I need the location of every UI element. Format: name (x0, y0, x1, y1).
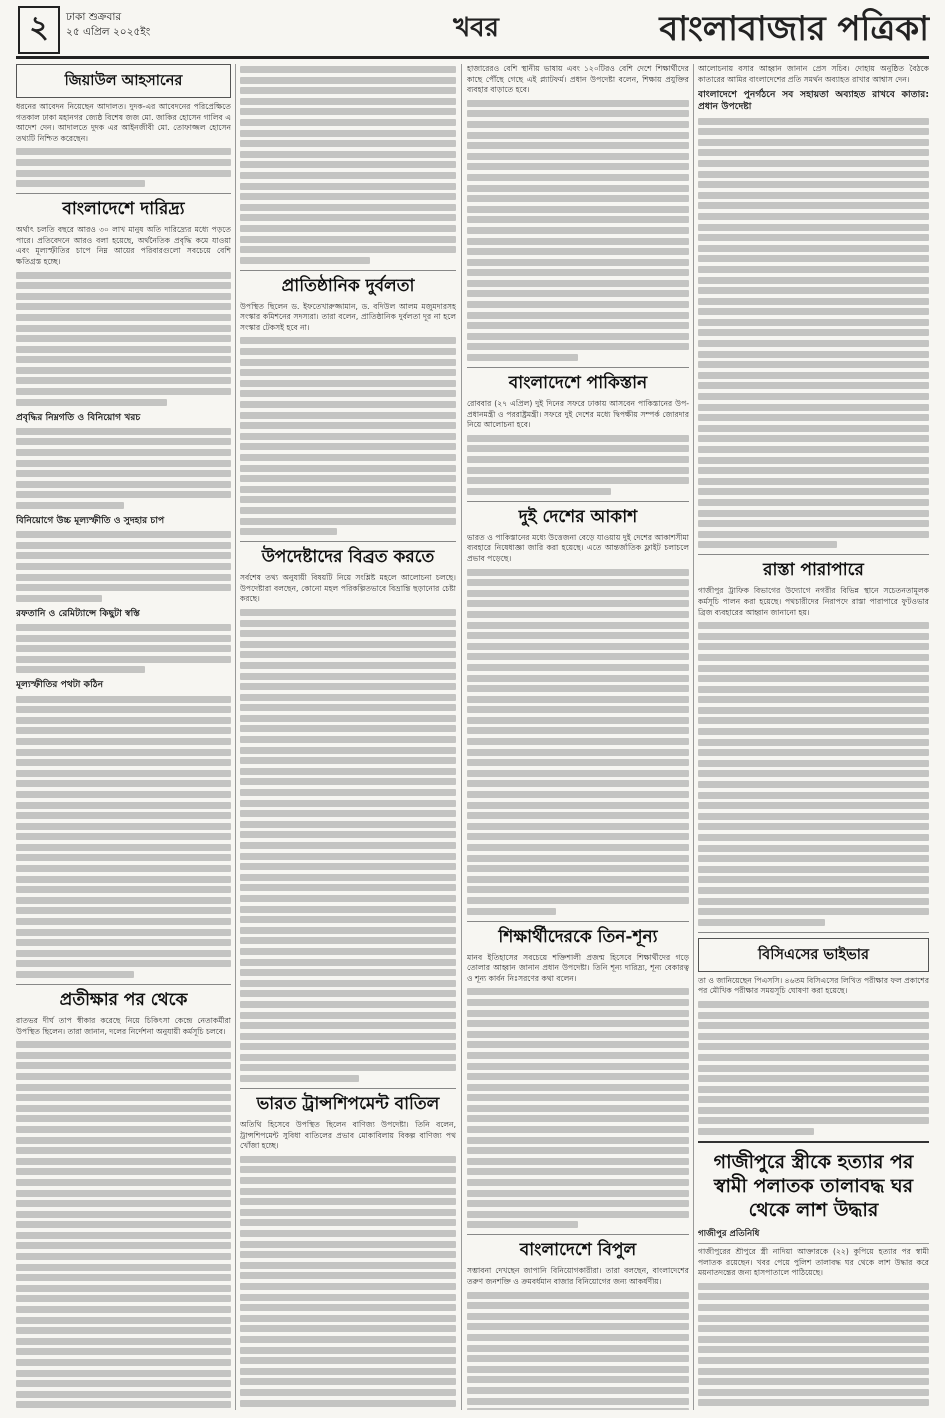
article-wait (16, 990, 231, 1410)
text-lines (240, 337, 456, 535)
column-2 (240, 64, 456, 1410)
divider (467, 367, 689, 368)
article-advisors (240, 547, 456, 1082)
article-body: অর্থাৎ চলতি বছরে আরও ৩০ লাখ মানুষ অতি দারিদ্র্যের মধ্যে পড়তে পারে। প্রতিবেদনে আরও বলা হয়েছে, অর্থনৈতিক প্রবৃদ্ধি কমে যাওয়া এবং মূল্যস্ফীতির চাপে নিম্ন আয়ের পরিবারগুলো সবচেয়ে বেশি ক্ষতিগ্রস্ত হচ্ছে। (16, 225, 231, 266)
headline: দুই দেশের আকাশ (518, 506, 638, 527)
text-lines (16, 696, 231, 978)
headline: শিক্ষার্থীদেরকে তিন-শূন্য (498, 926, 658, 947)
headline: বাংলাদেশে দারিদ্র্য (62, 199, 185, 220)
headline: প্রাতিষ্ঠানিক দুর্বলতা (281, 275, 415, 296)
article-body: গাজীপুরের শ্রীপুরে স্ত্রী নাদিয়া আক্তারকে (২২) কুপিয়ে হত্যার পর স্বামী পলাতক রয়েছেন। খবর পেয়ে পুলিশ তালাবদ্ধ ঘর থেকে লাশ উদ্ধার করে ময়নাতদন্তের জন্য হাসপাতালে পাঠিয়েছে। (698, 1247, 929, 1278)
divider (467, 501, 689, 502)
text-lines (16, 428, 231, 509)
article-body: রোববার (২৭ এপ্রিল) দুই দিনের সফরে ঢাকায় আসবেন পাকিস্তানের উপ-প্রধানমন্ত্রী ও পররাষ্ট্রমন্ত্রী। সফরে দুই দেশের মধ্যে দ্বিপক্ষীয় সম্পর্ক জোরদার নিয়ে আলোচনা হবে। (467, 399, 689, 430)
text-lines (16, 1041, 231, 1410)
divider (240, 270, 456, 271)
article-ziaul (16, 64, 231, 98)
headline: প্রতীক্ষার পর থেকে (59, 990, 188, 1010)
subheading: রফতানি ও রেমিট্যান্সে কিছুটা স্বস্তি (16, 607, 140, 619)
article-body: আলোচনায় বসার আহ্বান জানান প্রেস সচিব। দোহায় অনুষ্ঠিত বৈঠকে কাতারের আমির বাংলাদেশের প্রতি সমর্থন অব্যাহত রাখার আশ্বাস দেন। (698, 64, 929, 84)
byline: গাজীপুর প্রতিনিধি (698, 1227, 929, 1244)
headline: জিয়াউল আহসানের (64, 72, 183, 89)
article-khan-academy (467, 64, 689, 361)
text-lines (240, 609, 456, 1082)
headline: বাংলাদেশে বিপুল (519, 1240, 637, 1261)
issue-date: ২৫ এপ্রিল ২০২৫ইং (66, 26, 151, 38)
text-lines (240, 1156, 456, 1410)
divider (16, 193, 231, 194)
text-lines (467, 100, 689, 361)
text-lines (467, 435, 689, 495)
text-lines (16, 148, 231, 187)
article-weakness (240, 276, 456, 535)
text-lines (240, 66, 456, 264)
page-header (16, 6, 929, 60)
article-body: ধরনের আবেদন নিয়েছেন আদালত। দুদক-এর আবেদনের পরিপ্রেক্ষিতে গতকাল ঢাকা মহানগর জ্যেষ্ঠ বিশেষ জজ মো. জাকির হোসেন গালিব এ আদেশ দেন। আদালতে দুদক এর আইনজীবী মো. তোফাজ্জল হোসেন তথ্যটি নিশ্চিত করেছেন। (16, 102, 231, 143)
article-body: ভারত ও পাকিস্তানের মধ্যে উত্তেজনা বেড়ে যাওয়ায় দুই দেশের আকাশসীমা ব্যবহারে নিষেধাজ্ঞা জারি করা হয়েছে। এতে আন্তর্জাতিক ফ্লাইট চলাচলে প্রভাব পড়েছে। (467, 532, 689, 563)
divider (467, 1234, 689, 1235)
column-divider (693, 64, 694, 1410)
article-poverty (16, 199, 231, 978)
text-lines (467, 988, 689, 1228)
article-bcs (698, 938, 929, 1135)
article-body: হাজারেরও বেশি স্থানীয় ভাষায় এবং ১২০টিরও বেশি দেশে শিক্ষার্থীদের কাছে পৌঁছে গেছে এই প্ল্যাটফর্ম। প্রধান উপদেষ্টা বলেন, শিক্ষায় প্রযুক্তির ব্যবহার বাড়াতে হবে। (467, 64, 689, 95)
article-body: অতিথি হিসেবে উপস্থিত ছিলেন বাণিজ্য উপদেষ্টা। তিনি বলেন, ট্রান্সশিপমেন্ট সুবিধা বাতিলের প্রভাব মোকাবিলায় বিকল্প বাণিজ্য পথ খোঁজা হচ্ছে। (240, 1120, 456, 1151)
article-students (467, 927, 689, 1229)
article-body: সর্বশেষ তথ্য অনুযায়ী বিষয়টি নিয়ে সংশ্লিষ্ট মহলে আলোচনা চলছে। উপদেষ্টারা বলছেন, কোনো মহল পরিকল্পিতভাবে বিভ্রান্তি ছড়ানোর চেষ্টা করছে। (240, 573, 456, 604)
article-road (698, 560, 929, 925)
article-gazipur (698, 1141, 929, 1410)
divider (698, 554, 929, 555)
text-lines (467, 1292, 689, 1410)
city-day: ঢাকা শুক্রবার (66, 11, 122, 23)
text-lines (16, 531, 231, 602)
text-lines (698, 1283, 929, 1410)
article-two-countries (467, 507, 689, 915)
article-body: রাতভর দীর্ঘ তাপ স্বীকার করেছে নিয়ে চিকিৎসা কেন্দ্রে নেতাকর্মীরা উপস্থিত ছিলেন। তারা জানান, দলের নির্দেশনা অনুযায়ী কর্মসূচি চলবে। (16, 1016, 231, 1036)
text-lines (698, 118, 929, 549)
divider (467, 921, 689, 922)
text-lines (16, 624, 231, 673)
header-rule (16, 56, 929, 59)
headline: রাস্তা পারাপারে (763, 560, 864, 581)
article-transshipment (240, 1094, 456, 1410)
headline: গাজীপুরে স্ত্রীকে হত্যার পর স্বামী পলাতক তালাবদ্ধ ঘর থেকে লাশ উদ্ধার (713, 1151, 914, 1222)
subheading: বিনিয়োগে উচ্চ মূল্যস্ফীতি ও সুদহার চাপ (16, 515, 165, 527)
article-bipul (467, 1240, 689, 1410)
headline: উপদেষ্টাদের বিব্রত করতে (261, 547, 435, 568)
article-pakistan (467, 373, 689, 495)
section-title: খবর (453, 13, 499, 43)
headline: ভারত ট্রান্সশিপমেন্ট বাতিল (256, 1094, 440, 1115)
column-1 (16, 64, 231, 1410)
subheading: প্রবৃদ্ধির নিম্নগতি ও বিনিয়োগ খরচ (16, 411, 141, 423)
headline: বিসিএসের ভাইভার (758, 945, 869, 963)
divider (16, 984, 231, 985)
headline: বাংলাদেশে পাকিস্তান (508, 373, 648, 394)
divider (240, 541, 456, 542)
article-body: গাজীপুর ট্রাফিক বিভাগের উদ্যোগে নগরীর বিভিন্ন স্থানে সচেতনতামূলক কর্মসূচি পালন করা হয়েছে। পথচারীদের নিরাপদে রাস্তা পারাপারে ফুটওভার ব্রিজ ব্যবহারের আহ্বান জানানো হয়। (698, 586, 929, 617)
dateline (66, 10, 150, 40)
article-body: মানব ইতিহাসের সবচেয়ে শক্তিশালী প্রজন্ম হিসেবে শিক্ষার্থীদের গড়ে তোলার আহ্বান জানান প্রধান উপদেষ্টা। তিনি শূন্য দারিদ্র্য, শূন্য বেকারত্ব ও শূন্য কার্বন নিঃসরণের কথা বলেন। (467, 952, 689, 983)
newspaper-page (16, 6, 929, 1410)
article-body: সম্ভাবনা দেখছেন জাপানি বিনিয়োগকারীরা। তারা বলছেন, বাংলাদেশের তরুণ জনশক্তি ও ক্রমবর্ধমান বাজার বিনিয়োগের জন্য আকর্ষণীয়। (467, 1266, 689, 1286)
page-number: ২ (18, 6, 60, 54)
column-4 (698, 64, 929, 1410)
headline: বাংলাদেশে পুনর্গঠনে সব সহায়তা অব্যাহত রাখবে কাতার: প্রধান উপদেষ্টা (698, 89, 929, 113)
column-3 (467, 64, 689, 1410)
masthead-logo: বাংলাবাজার পত্রিকা (659, 9, 929, 49)
article-body: তা ও জানিয়েছেন পিএসসি। ৪৬তম বিসিএসের লিখিত পরীক্ষার ফল প্রকাশের পর মৌখিক পরীক্ষার সময়সূচি ঘোষণা করা হয়েছে। (698, 975, 929, 996)
headline-box (698, 938, 929, 972)
divider (698, 932, 929, 933)
text-lines (698, 622, 929, 926)
subheading: মূল্যস্ফীতির পথটা কঠিন (16, 679, 104, 691)
divider (240, 1088, 456, 1089)
column-divider (235, 64, 236, 1410)
text-lines (16, 272, 231, 406)
text-lines (467, 569, 689, 915)
column-divider (461, 64, 462, 1410)
article-body: উপস্থিত ছিলেন ড. ইফতেখারুজ্জামান, ড. বদিউল আলম মজুমদারসহ সংস্কার কমিশনের সদস্যরা। তারা বলেন, প্রাতিষ্ঠানিক দুর্বলতা দূর না হলে সংস্কার টেকসই হবে না। (240, 301, 456, 332)
text-lines (698, 1001, 929, 1135)
